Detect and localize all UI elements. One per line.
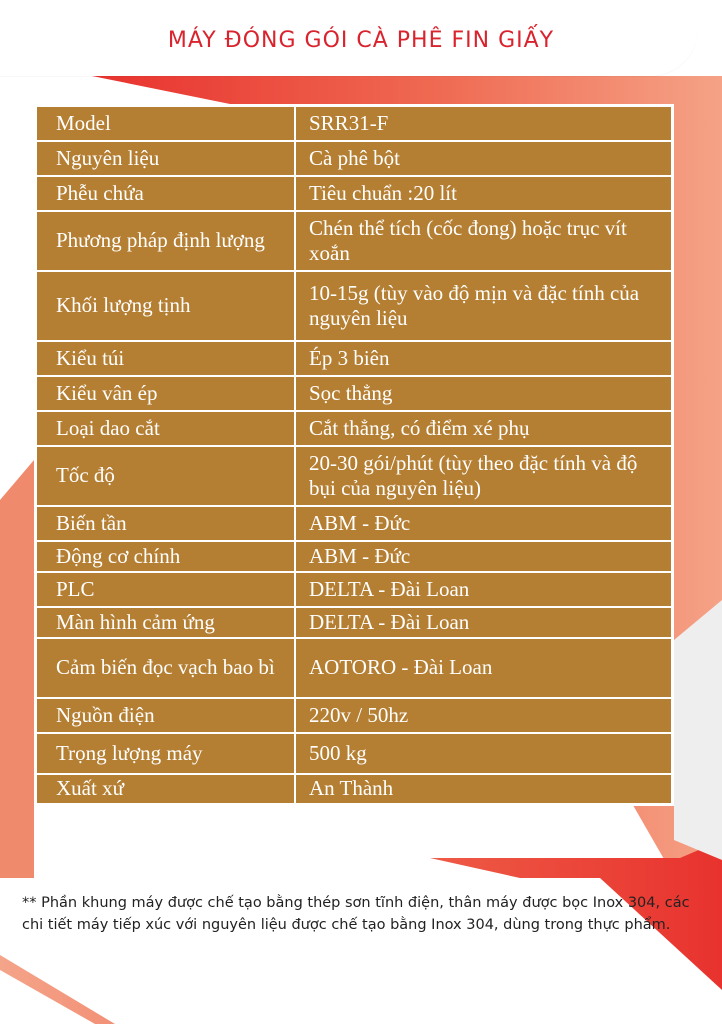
spec-label: Phễu chứa xyxy=(36,176,296,211)
page-title: MÁY ĐÓNG GÓI CÀ PHÊ FIN GIẤY xyxy=(167,28,555,53)
spec-label: Kiểu túi xyxy=(36,341,296,376)
spec-label: Kiểu vân ép xyxy=(36,376,296,411)
spec-row xyxy=(36,411,673,446)
spec-row xyxy=(36,141,673,176)
spec-row xyxy=(36,176,673,211)
spec-value: ABM - Đức xyxy=(295,506,673,541)
spec-value: Cắt thẳng, có điểm xé phụ xyxy=(295,411,673,446)
spec-row xyxy=(36,774,673,805)
spec-row xyxy=(36,211,673,271)
spec-label: Loại dao cắt xyxy=(36,411,296,446)
spec-label: Khối lượng tịnh xyxy=(36,271,296,341)
spec-label: Trọng lượng máy xyxy=(36,733,296,774)
spec-value: AOTORO - Đài Loan xyxy=(295,638,673,698)
spec-label: Màn hình cảm ứng xyxy=(36,607,296,638)
spec-value: 500 kg xyxy=(295,733,673,774)
spec-label: Nguyên liệu xyxy=(36,141,296,176)
spec-row xyxy=(36,341,673,376)
spec-value: 20-30 gói/phút (tùy theo đặc tính và độ bụi của nguyên liệu) xyxy=(295,446,673,506)
spec-value: ABM - Đức xyxy=(295,541,673,572)
left-band-shape xyxy=(0,460,34,900)
right-gray-shape xyxy=(674,600,722,860)
spec-label: Cảm biến đọc vạch bao bì xyxy=(36,638,296,698)
spec-label: Xuất xứ xyxy=(36,774,296,805)
spec-value: Cà phê bột xyxy=(295,141,673,176)
spec-value: 220v / 50hz xyxy=(295,698,673,733)
spec-table xyxy=(34,104,674,806)
spec-value: DELTA - Đài Loan xyxy=(295,572,673,607)
spec-value: DELTA - Đài Loan xyxy=(295,607,673,638)
spec-label: PLC xyxy=(36,572,296,607)
spec-row xyxy=(36,506,673,541)
spec-value: 10-15g (tùy vào độ mịn và đặc tính của nguyên liệu xyxy=(295,271,673,341)
spec-row xyxy=(36,572,673,607)
spec-row xyxy=(36,271,673,341)
footnote: ** Phần khung máy được chế tạo bằng thép sơn tĩnh điện, thân máy được bọc Inox 304, các chi tiết máy tiếp xúc với nguyên liệu được chế tạo bằng Inox 304, dùng trong thực phẩm. xyxy=(22,895,690,933)
spec-value: Ép 3 biên xyxy=(295,341,673,376)
spec-row xyxy=(36,106,673,141)
spec-row xyxy=(36,733,673,774)
spec-label: Model xyxy=(36,106,296,141)
spec-value: Sọc thẳng xyxy=(295,376,673,411)
spec-row xyxy=(36,376,673,411)
spec-label: Động cơ chính xyxy=(36,541,296,572)
spec-row xyxy=(36,607,673,638)
spec-label: Phương pháp định lượng xyxy=(36,211,296,271)
spec-row xyxy=(36,541,673,572)
spec-label: Biến tần xyxy=(36,506,296,541)
spec-value: SRR31-F xyxy=(295,106,673,141)
spec-table-body xyxy=(36,106,673,805)
spec-label: Tốc độ xyxy=(36,446,296,506)
spec-value: Tiêu chuẩn :20 lít xyxy=(295,176,673,211)
spec-row xyxy=(36,446,673,506)
spec-value: Chén thể tích (cốc đong) hoặc trục vít xoắn xyxy=(295,211,673,271)
spec-label: Nguồn điện xyxy=(36,698,296,733)
spec-row xyxy=(36,698,673,733)
spec-row xyxy=(36,638,673,698)
spec-value: An Thành xyxy=(295,774,673,805)
